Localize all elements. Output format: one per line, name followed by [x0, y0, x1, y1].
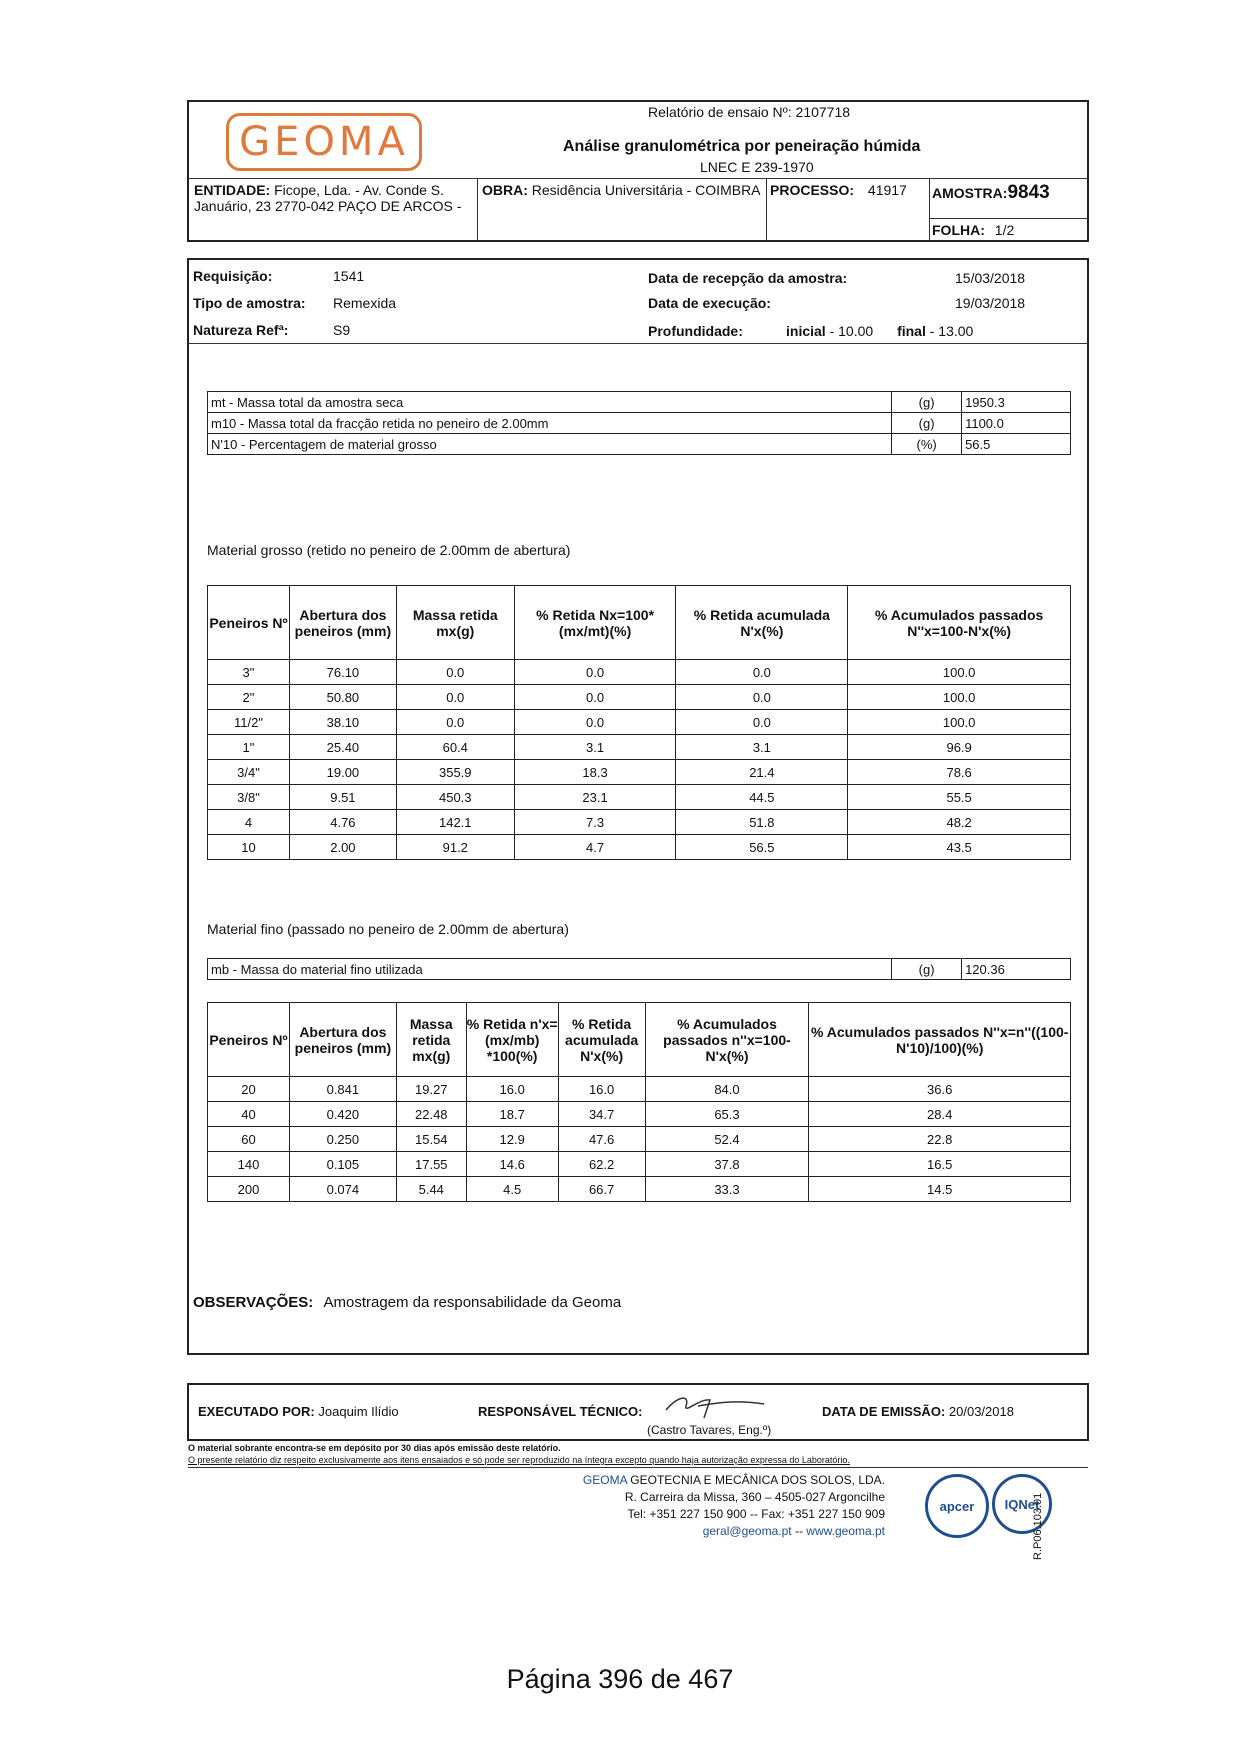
web-separator: -- [794, 1524, 803, 1538]
coarse-cell: 51.8 [676, 810, 848, 835]
fine-cell: 36.6 [809, 1077, 1071, 1102]
fine-cell: 62.2 [558, 1152, 645, 1177]
signature-image [660, 1388, 770, 1422]
company-brand: GEOMA [582, 1473, 627, 1487]
company-address: R. Carreira da Missa, 360 – 4505-027 Argoncilhe [624, 1490, 885, 1504]
amostra-label: AMOSTRA: [932, 185, 1008, 201]
fine-header: Massa retida mx(g) [396, 1003, 466, 1077]
coarse-cell: 0.0 [396, 710, 514, 735]
coarse-header: Massa retida mx(g) [396, 586, 514, 660]
coarse-cell: 7.3 [514, 810, 676, 835]
logo-text: GEOMA [239, 119, 409, 165]
fine-cell: 37.8 [645, 1152, 809, 1177]
coarse-cell: 4.76 [289, 810, 396, 835]
note-deposit: O material sobrante encontra-se em depósito por 30 dias após emissão deste relatório. [188, 1443, 561, 1453]
mass-row [208, 434, 1071, 455]
execucao-label: Data de execução: [648, 295, 771, 311]
fine-cell: 16.5 [809, 1152, 1071, 1177]
geoma-logo [226, 113, 422, 171]
fine-cell: 18.7 [466, 1102, 558, 1127]
form-code: R.P06.103.01 [1032, 1492, 1044, 1560]
folha-label: FOLHA: [932, 222, 985, 238]
header-col-2 [766, 178, 767, 240]
obra-block [482, 182, 762, 198]
mass-label: N'10 - Percentagem de material grosso [208, 434, 892, 455]
coarse-cell: 355.9 [396, 760, 514, 785]
fine-header: Abertura dos peneiros (mm) [289, 1003, 396, 1077]
coarse-header: % Retida acumulada N'x(%) [676, 586, 848, 660]
tipo-value: Remexida [333, 295, 397, 311]
profundidade-values [786, 323, 973, 339]
mass-row [208, 413, 1071, 434]
coarse-title: Material grosso (retido no peneiro de 2.00mm de abertura) [207, 542, 571, 558]
coarse-cell: 43.5 [848, 835, 1071, 860]
coarse-cell: 0.0 [396, 685, 514, 710]
execucao-value: 19/03/2018 [955, 295, 1026, 311]
coarse-table [207, 585, 1071, 860]
mass-summary-table [207, 391, 1071, 455]
report-number: Relatório de ensaio Nº: 2107718 [648, 104, 851, 120]
coarse-cell: 60.4 [396, 735, 514, 760]
coarse-header: % Acumulados passados N''x=100-N'x(%) [848, 586, 1071, 660]
fine-row [208, 1177, 1071, 1202]
observacoes-value: Amostragem da responsabilidade da Geoma [323, 1294, 622, 1311]
coarse-cell: 76.10 [289, 660, 396, 685]
amostra-value: 9843 [1007, 182, 1050, 203]
coarse-cell: 100.0 [848, 710, 1071, 735]
mb-row [208, 959, 1071, 980]
coarse-cell: 100.0 [848, 685, 1071, 710]
responsavel-label: RESPONSÁVEL TÉCNICO: [478, 1404, 643, 1419]
folha-block [932, 222, 1014, 238]
fine-header: % Retida acumulada N'x(%) [558, 1003, 645, 1077]
coarse-row [208, 735, 1071, 760]
inicial-value: - 10.00 [829, 323, 874, 339]
page-number: Página 396 de 467 [506, 1664, 734, 1694]
coarse-cell: 9.51 [289, 785, 396, 810]
emissao-value: 20/03/2018 [948, 1404, 1014, 1419]
fine-row [208, 1102, 1071, 1127]
observacoes [193, 1294, 621, 1311]
mass-unit: (g) [892, 413, 962, 434]
fine-cell: 12.9 [466, 1127, 558, 1152]
coarse-cell: 3/4" [208, 760, 290, 785]
coarse-header: Abertura dos peneiros (mm) [289, 586, 396, 660]
obra-label: OBRA: [482, 182, 528, 198]
fine-cell: 200 [208, 1177, 290, 1202]
coarse-cell: 21.4 [676, 760, 848, 785]
coarse-header: % Retida Nx=100*(mx/mt)(%) [514, 586, 676, 660]
requisicao-label: Requisição: [193, 268, 273, 284]
fine-cell: 47.6 [558, 1127, 645, 1152]
coarse-cell: 2" [208, 685, 290, 710]
coarse-cell: 4 [208, 810, 290, 835]
fine-cell: 52.4 [645, 1127, 809, 1152]
mass-value: 1950.3 [962, 392, 1071, 413]
fine-cell: 0.250 [289, 1127, 396, 1152]
observacoes-label: OBSERVAÇÕES: [193, 1294, 314, 1311]
fine-row [208, 1127, 1071, 1152]
fine-cell: 0.420 [289, 1102, 396, 1127]
report-standard: LNEC E 239-1970 [700, 159, 814, 175]
coarse-cell: 25.40 [289, 735, 396, 760]
coarse-cell: 96.9 [848, 735, 1071, 760]
amostra-block [932, 182, 1050, 204]
fine-cell: 140 [208, 1152, 290, 1177]
coarse-cell: 38.10 [289, 710, 396, 735]
coarse-cell: 3.1 [676, 735, 848, 760]
coarse-row [208, 785, 1071, 810]
fine-row [208, 1152, 1071, 1177]
processo-value: 41917 [867, 182, 907, 198]
requisicao-value: 1541 [333, 268, 365, 284]
coarse-row [208, 835, 1071, 860]
note-reproduction: O presente relatório diz respeito exclusivamente aos itens ensaiados e só pode ser reproduzido na íntegra excepto quando haja autorização expressa do Laboratório. [188, 1455, 850, 1465]
coarse-cell: 0.0 [514, 660, 676, 685]
fine-header: % Retida n'x=(mx/mb) *100(%) [466, 1003, 558, 1077]
coarse-cell: 0.0 [676, 710, 848, 735]
emissao-label: DATA DE EMISSÃO: [822, 1404, 946, 1419]
mb-table [207, 958, 1071, 980]
mass-unit: (g) [892, 392, 962, 413]
mass-label: m10 - Massa total da fracção retida no peneiro de 2.00mm [208, 413, 892, 434]
fine-cell: 16.0 [558, 1077, 645, 1102]
final-label: final [897, 323, 926, 339]
fine-cell: 0.105 [289, 1152, 396, 1177]
coarse-cell: 3/8" [208, 785, 290, 810]
fine-header: % Acumulados passados N''x=n''((100-N'10)/100)(%) [809, 1003, 1071, 1077]
fine-cell: 16.0 [466, 1077, 558, 1102]
mass-value: 56.5 [962, 434, 1071, 455]
web-link[interactable]: www.geoma.pt [806, 1524, 885, 1538]
coarse-cell: 450.3 [396, 785, 514, 810]
fine-cell: 34.7 [558, 1102, 645, 1127]
coarse-row [208, 710, 1071, 735]
coarse-cell: 4.7 [514, 835, 676, 860]
iqnet-text: IQNet [1004, 1496, 1040, 1512]
emissao [822, 1404, 1014, 1419]
executado-value: Joaquim Ilídio [318, 1404, 399, 1419]
obra-value: Residência Universitária - COIMBRA [531, 182, 761, 198]
coarse-cell: 48.2 [848, 810, 1071, 835]
fine-header: % Acumulados passados n''x=100-N'x(%) [645, 1003, 809, 1077]
fine-cell: 4.5 [466, 1177, 558, 1202]
executado-label: EXECUTADO POR: [198, 1404, 315, 1419]
fine-cell: 28.4 [809, 1102, 1071, 1127]
footer-divider [188, 1467, 1088, 1468]
coarse-cell: 50.80 [289, 685, 396, 710]
coarse-cell: 0.0 [514, 710, 676, 735]
natureza-value: S9 [333, 322, 351, 338]
coarse-cell: 0.0 [396, 660, 514, 685]
coarse-cell: 11/2" [208, 710, 290, 735]
tipo-label: Tipo de amostra: [193, 295, 306, 311]
entidade-block [194, 182, 474, 214]
company-web-line [470, 1523, 885, 1540]
coarse-cell: 100.0 [848, 660, 1071, 685]
fine-header-row [208, 1003, 1071, 1077]
fine-cell: 33.3 [645, 1177, 809, 1202]
inicial-label: inicial [786, 323, 826, 339]
fine-header: Peneiros Nº [208, 1003, 290, 1077]
fine-cell: 60 [208, 1127, 290, 1152]
mb-label: mb - Massa do material fino utilizada [208, 959, 892, 980]
fine-cell: 5.44 [396, 1177, 466, 1202]
coarse-row [208, 685, 1071, 710]
coarse-row [208, 760, 1071, 785]
email-link[interactable]: geral@geoma.pt [702, 1524, 792, 1538]
coarse-row [208, 810, 1071, 835]
apcer-seal [925, 1474, 989, 1538]
coarse-cell: 23.1 [514, 785, 676, 810]
coarse-header: Peneiros Nº [208, 586, 290, 660]
coarse-cell: 78.6 [848, 760, 1071, 785]
info-divider [188, 343, 1088, 344]
entidade-value: Ficope, Lda. - Av. Conde S. Januário, 23 2770-042 PAÇO DE ARCOS - [194, 182, 462, 214]
profundidade-label: Profundidade: [648, 323, 743, 339]
fine-cell: 17.55 [396, 1152, 466, 1177]
fine-cell: 0.074 [289, 1177, 396, 1202]
fine-cell: 84.0 [645, 1077, 809, 1102]
fine-cell: 15.54 [396, 1127, 466, 1152]
fine-cell: 66.7 [558, 1177, 645, 1202]
folha-divider [929, 218, 1088, 219]
folha-value: 1/2 [994, 222, 1015, 238]
processo-label: PROCESSO: [770, 182, 855, 198]
coarse-cell: 44.5 [676, 785, 848, 810]
fine-cell: 14.5 [809, 1177, 1071, 1202]
apcer-text: apcer [939, 1498, 975, 1514]
mass-row [208, 392, 1071, 413]
fine-row [208, 1077, 1071, 1102]
mb-unit: (g) [892, 959, 962, 980]
company-name: GEOTECNIA E MECÂNICA DOS SOLOS, LDA. [630, 1473, 885, 1487]
fine-cell: 19.27 [396, 1077, 466, 1102]
executado [198, 1404, 399, 1419]
company-phone: Tel: +351 227 150 900 -- Fax: +351 227 150 909 [627, 1507, 885, 1521]
coarse-cell: 142.1 [396, 810, 514, 835]
processo-block [770, 182, 907, 198]
company-block [470, 1472, 885, 1540]
header-divider [188, 178, 1088, 179]
coarse-cell: 1" [208, 735, 290, 760]
recepcao-label: Data de recepção da amostra: [648, 270, 848, 286]
fine-cell: 65.3 [645, 1102, 809, 1127]
mb-value: 120.36 [962, 959, 1071, 980]
coarse-cell: 3" [208, 660, 290, 685]
coarse-cell: 2.00 [289, 835, 396, 860]
responsavel-name: (Castro Tavares, Eng.º) [647, 1423, 772, 1437]
coarse-cell: 56.5 [676, 835, 848, 860]
report-title: Análise granulométrica por peneiração húmida [563, 138, 921, 155]
final-value: - 13.00 [929, 323, 974, 339]
company-line [470, 1472, 885, 1489]
fine-cell: 22.48 [396, 1102, 466, 1127]
fine-table [207, 1002, 1071, 1202]
fine-cell: 0.841 [289, 1077, 396, 1102]
coarse-header-row [208, 586, 1071, 660]
coarse-cell: 18.3 [514, 760, 676, 785]
fine-cell: 22.8 [809, 1127, 1071, 1152]
fine-cell: 14.6 [466, 1152, 558, 1177]
coarse-row [208, 660, 1071, 685]
mass-unit: (%) [892, 434, 962, 455]
fine-cell: 20 [208, 1077, 290, 1102]
natureza-label: Natureza Refª: [193, 322, 289, 338]
coarse-cell: 10 [208, 835, 290, 860]
coarse-cell: 19.00 [289, 760, 396, 785]
coarse-cell: 0.0 [676, 660, 848, 685]
recepcao-value: 15/03/2018 [955, 270, 1026, 286]
coarse-cell: 0.0 [514, 685, 676, 710]
header-col-1 [477, 178, 478, 240]
mass-label: mt - Massa total da amostra seca [208, 392, 892, 413]
entidade-label: ENTIDADE: [194, 182, 271, 198]
fine-cell: 40 [208, 1102, 290, 1127]
mass-value: 1100.0 [962, 413, 1071, 434]
coarse-cell: 3.1 [514, 735, 676, 760]
header-col-3 [929, 178, 930, 240]
fine-title: Material fino (passado no peneiro de 2.00mm de abertura) [207, 921, 569, 937]
coarse-cell: 0.0 [676, 685, 848, 710]
coarse-cell: 91.2 [396, 835, 514, 860]
coarse-cell: 55.5 [848, 785, 1071, 810]
